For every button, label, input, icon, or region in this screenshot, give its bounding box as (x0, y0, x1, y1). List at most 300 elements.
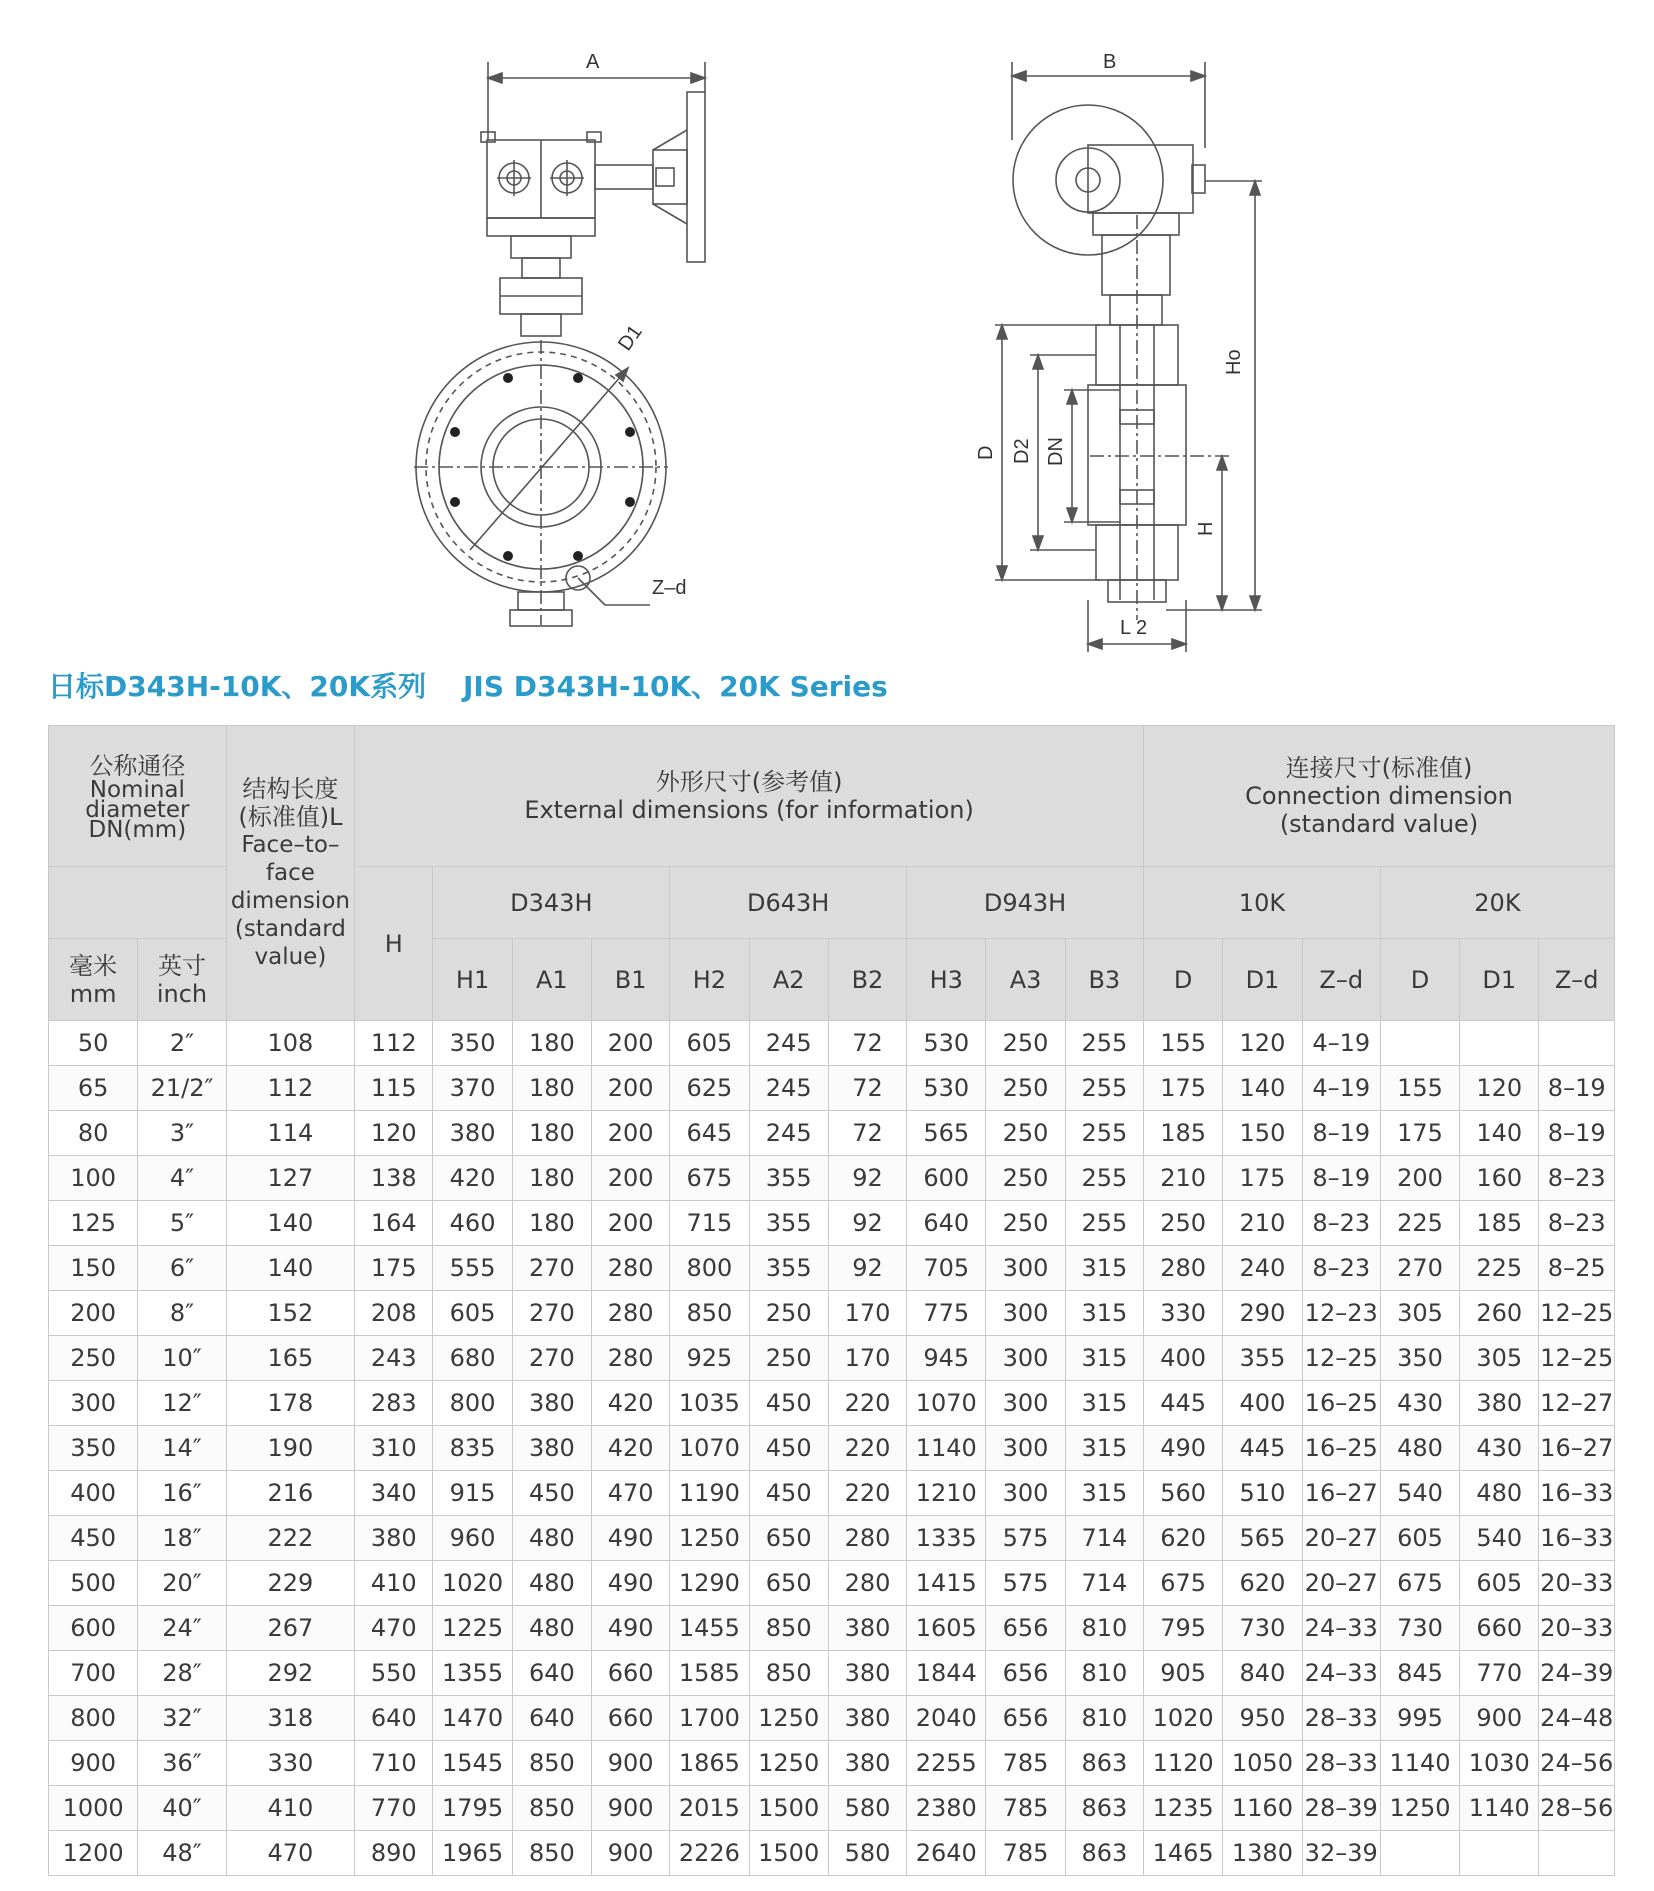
table-cell: 560 (1144, 1471, 1223, 1516)
table-cell: 140 (1223, 1066, 1302, 1111)
dim-label-D2: D2 (1011, 438, 1033, 464)
table-cell: 350 (1380, 1336, 1459, 1381)
table-cell: 480 (512, 1516, 591, 1561)
table-cell: 1470 (433, 1696, 512, 1741)
table-cell: 1210 (907, 1471, 986, 1516)
table-cell: 280 (828, 1516, 906, 1561)
table-cell: 155 (1380, 1066, 1459, 1111)
table-cell: 2015 (670, 1786, 749, 1831)
table-cell: 540 (1380, 1471, 1459, 1516)
table-cell: 208 (355, 1291, 433, 1336)
table-cell: 250 (986, 1066, 1065, 1111)
header-inch: 英寸 inch (138, 939, 226, 1021)
table-cell: 775 (907, 1291, 986, 1336)
table-cell: 255 (1065, 1021, 1143, 1066)
table-cell: 180 (512, 1066, 591, 1111)
table-cell: 175 (1223, 1156, 1302, 1201)
table-cell: 200 (591, 1066, 669, 1111)
table-cell: 16–27 (1539, 1426, 1615, 1471)
table-cell: 243 (355, 1336, 433, 1381)
table-cell: 350 (433, 1021, 512, 1066)
table-cell: 16–25 (1302, 1381, 1380, 1426)
table-cell: 380 (828, 1606, 906, 1651)
table-cell: 32–39 (1302, 1831, 1380, 1876)
table-cell: 400 (49, 1471, 138, 1516)
table-cell: 100 (49, 1156, 138, 1201)
table-cell: 12″ (138, 1381, 226, 1426)
table-cell: 138 (355, 1156, 433, 1201)
table-cell: 1415 (907, 1561, 986, 1606)
table-cell: 1865 (670, 1741, 749, 1786)
table-cell: 210 (1144, 1156, 1223, 1201)
table-cell: 450 (749, 1471, 828, 1516)
table-cell: 32″ (138, 1696, 226, 1741)
table-cell: 1020 (433, 1561, 512, 1606)
table-cell: 16–33 (1539, 1471, 1615, 1516)
table-cell: 845 (1380, 1651, 1459, 1696)
table-cell: 20–33 (1539, 1561, 1615, 1606)
table-cell: 40″ (138, 1786, 226, 1831)
table-cell: 490 (1144, 1426, 1223, 1471)
table-cell: 180 (512, 1156, 591, 1201)
table-cell: 540 (1460, 1516, 1539, 1561)
table-cell: 850 (749, 1651, 828, 1696)
table-cell: 530 (907, 1021, 986, 1066)
table-cell: 112 (226, 1066, 354, 1111)
table-row (49, 1381, 1615, 1426)
table-cell: 430 (1380, 1381, 1459, 1426)
dim-label-L2: L 2 (1120, 617, 1148, 639)
table-cell: 152 (226, 1291, 354, 1336)
table-cell: 355 (749, 1246, 828, 1291)
table-cell: 315 (1065, 1426, 1143, 1471)
table-cell: 470 (591, 1471, 669, 1516)
table-cell: 180 (512, 1201, 591, 1246)
table-cell: 450 (49, 1516, 138, 1561)
table-cell: 645 (670, 1111, 749, 1156)
table-cell: 995 (1380, 1696, 1459, 1741)
table-cell: 710 (355, 1741, 433, 1786)
table-cell: 260 (1460, 1291, 1539, 1336)
dim-label-D: D (975, 445, 997, 460)
table-cell: 1545 (433, 1741, 512, 1786)
table-cell: 730 (1380, 1606, 1459, 1651)
table-cell: 155 (1144, 1021, 1223, 1066)
table-cell: 14″ (138, 1426, 226, 1471)
table-cell: 1465 (1144, 1831, 1223, 1876)
table-cell: 250 (986, 1021, 1065, 1066)
valve-drawing-svg (0, 0, 1654, 680)
table-cell: 250 (749, 1336, 828, 1381)
dim-label-D1: D1 (614, 321, 647, 355)
table-cell: 200 (591, 1156, 669, 1201)
table-cell: 680 (433, 1336, 512, 1381)
table-cell: 300 (986, 1381, 1065, 1426)
table-cell: 18″ (138, 1516, 226, 1561)
table-cell: 810 (1065, 1606, 1143, 1651)
table-cell: 185 (1460, 1201, 1539, 1246)
table-cell: 315 (1065, 1291, 1143, 1336)
table-cell: 8–25 (1539, 1246, 1615, 1291)
header-nominal-spacer (49, 867, 227, 939)
table-cell: 400 (1223, 1381, 1302, 1426)
table-cell: 4–19 (1302, 1021, 1380, 1066)
table-cell (1380, 1021, 1459, 1066)
table-cell: 900 (591, 1831, 669, 1876)
table-cell: 656 (986, 1651, 1065, 1696)
header-group-d343h: D343H (433, 867, 670, 939)
table-cell: 380 (828, 1696, 906, 1741)
table-cell: 1380 (1223, 1831, 1302, 1876)
header-face-to-face: 结构长度 (标准值)L Face–to– face dimension (standard value) (226, 726, 354, 1021)
dim-label-B: B (1103, 51, 1117, 73)
table-cell: 92 (828, 1156, 906, 1201)
table-cell: 660 (1460, 1606, 1539, 1651)
table-cell: 300 (986, 1291, 1065, 1336)
header-group-10k: 10K (1144, 867, 1381, 939)
table-cell: 380 (355, 1516, 433, 1561)
table-cell: 28–33 (1302, 1696, 1380, 1741)
table-cell: 150 (49, 1246, 138, 1291)
table-cell: 340 (355, 1471, 433, 1516)
table-cell: 315 (1065, 1246, 1143, 1291)
table-cell: 255 (1065, 1111, 1143, 1156)
table-cell: 280 (591, 1246, 669, 1291)
table-cell: 48″ (138, 1831, 226, 1876)
table-cell: 310 (355, 1426, 433, 1471)
header-sub-20k-D: D (1380, 939, 1459, 1021)
table-cell: 250 (49, 1336, 138, 1381)
table-cell: 8–23 (1539, 1156, 1615, 1201)
table-cell: 675 (1144, 1561, 1223, 1606)
table-cell: 600 (49, 1606, 138, 1651)
table-cell: 200 (1380, 1156, 1459, 1201)
table-cell: 945 (907, 1336, 986, 1381)
table-cell: 863 (1065, 1741, 1143, 1786)
table-cell: 315 (1065, 1471, 1143, 1516)
table-cell: 835 (433, 1426, 512, 1471)
header-sub-20k-Zd: Z–d (1539, 939, 1615, 1021)
table-cell: 850 (670, 1291, 749, 1336)
table-cell: 640 (512, 1696, 591, 1741)
table-cell: 800 (49, 1696, 138, 1741)
table-cell: 16–25 (1302, 1426, 1380, 1471)
table-row (49, 1696, 1615, 1741)
table-cell: 580 (828, 1831, 906, 1876)
table-cell: 280 (591, 1336, 669, 1381)
table-cell: 785 (986, 1831, 1065, 1876)
header-sub-10k-D1: D1 (1223, 939, 1302, 1021)
series-title (48, 655, 1608, 705)
table-cell: 175 (1380, 1111, 1459, 1156)
side-view (995, 62, 1262, 652)
table-cell: 2040 (907, 1696, 986, 1741)
table-cell: 170 (828, 1291, 906, 1336)
table-cell: 1140 (1460, 1786, 1539, 1831)
table-cell: 850 (512, 1741, 591, 1786)
table-cell: 470 (355, 1606, 433, 1651)
table-cell: 620 (1144, 1516, 1223, 1561)
table-cell: 120 (1223, 1021, 1302, 1066)
table-cell: 490 (591, 1561, 669, 1606)
table-cell: 10″ (138, 1336, 226, 1381)
table-cell: 490 (591, 1516, 669, 1561)
table-cell: 140 (226, 1201, 354, 1246)
table-cell: 220 (828, 1381, 906, 1426)
table-cell (1539, 1831, 1615, 1876)
table-cell: 16″ (138, 1471, 226, 1516)
table-cell: 2″ (138, 1021, 226, 1066)
series-title-en: JIS D343H-10K、20K Series (463, 670, 888, 703)
table-cell: 450 (749, 1426, 828, 1471)
table-row (49, 1066, 1615, 1111)
table-cell: 24–39 (1539, 1651, 1615, 1696)
table-cell: 1035 (670, 1381, 749, 1426)
table-cell: 245 (749, 1021, 828, 1066)
table-cell (1380, 1831, 1459, 1876)
table-cell: 1250 (749, 1741, 828, 1786)
header-sub-H1: H1 (433, 939, 512, 1021)
table-cell: 1190 (670, 1471, 749, 1516)
header-sub-H3: H3 (907, 939, 986, 1021)
table-cell: 1500 (749, 1786, 828, 1831)
table-row (49, 1291, 1615, 1336)
table-cell: 840 (1223, 1651, 1302, 1696)
table-cell: 450 (749, 1381, 828, 1426)
table-cell: 640 (512, 1651, 591, 1696)
table-cell: 2640 (907, 1831, 986, 1876)
table-cell: 1250 (670, 1516, 749, 1561)
dim-label-Zd: Z–d (652, 577, 687, 599)
table-cell: 450 (512, 1471, 591, 1516)
table-cell: 380 (512, 1426, 591, 1471)
table-cell: 1020 (1144, 1696, 1223, 1741)
table-cell: 1070 (670, 1426, 749, 1471)
table-cell: 1140 (907, 1426, 986, 1471)
table-cell: 270 (512, 1336, 591, 1381)
table-cell: 250 (749, 1291, 828, 1336)
header-external-dimensions: 外形尺寸(参考值) External dimensions (for information) (355, 726, 1144, 867)
table-cell: 229 (226, 1561, 354, 1606)
table-row (49, 1426, 1615, 1471)
table-cell: 170 (828, 1336, 906, 1381)
table-cell: 8–19 (1302, 1156, 1380, 1201)
table-cell: 8–23 (1302, 1201, 1380, 1246)
table-cell: 675 (1380, 1561, 1459, 1606)
header-sub-10k-Zd: Z–d (1302, 939, 1380, 1021)
table-cell: 420 (433, 1156, 512, 1201)
table-cell: 1500 (749, 1831, 828, 1876)
table-cell: 650 (749, 1561, 828, 1606)
table-cell: 714 (1065, 1561, 1143, 1606)
table-cell: 175 (1144, 1066, 1223, 1111)
table-cell: 925 (670, 1336, 749, 1381)
front-view (414, 62, 705, 626)
dim-label-A: A (586, 51, 600, 73)
table-cell: 600 (907, 1156, 986, 1201)
table-cell: 530 (907, 1066, 986, 1111)
table-cell: 1000 (49, 1786, 138, 1831)
table-cell: 675 (670, 1156, 749, 1201)
table-cell: 1700 (670, 1696, 749, 1741)
table-cell: 300 (986, 1471, 1065, 1516)
table-cell: 200 (49, 1291, 138, 1336)
table-cell: 445 (1144, 1381, 1223, 1426)
table-cell: 255 (1065, 1201, 1143, 1246)
table-cell: 330 (226, 1741, 354, 1786)
table-cell: 245 (749, 1111, 828, 1156)
table-cell: 65 (49, 1066, 138, 1111)
table-cell: 120 (1460, 1066, 1539, 1111)
table-cell: 445 (1223, 1426, 1302, 1471)
table-cell: 80 (49, 1111, 138, 1156)
table-cell: 140 (1460, 1111, 1539, 1156)
table-cell: 1290 (670, 1561, 749, 1606)
table-cell: 240 (1223, 1246, 1302, 1291)
table-cell: 565 (1223, 1516, 1302, 1561)
table-cell: 250 (986, 1156, 1065, 1201)
table-cell: 28–56 (1539, 1786, 1615, 1831)
table-cell: 380 (828, 1741, 906, 1786)
table-cell: 550 (355, 1651, 433, 1696)
table-cell: 605 (433, 1291, 512, 1336)
table-cell: 715 (670, 1201, 749, 1246)
table-cell: 108 (226, 1021, 354, 1066)
table-cell: 900 (49, 1741, 138, 1786)
table-cell: 280 (828, 1561, 906, 1606)
table-cell: 72 (828, 1066, 906, 1111)
table-cell: 890 (355, 1831, 433, 1876)
table-cell: 380 (433, 1111, 512, 1156)
table-cell: 2255 (907, 1741, 986, 1786)
table-cell: 150 (1223, 1111, 1302, 1156)
table-cell: 8–19 (1539, 1066, 1615, 1111)
table-cell: 355 (1223, 1336, 1302, 1381)
table-cell: 92 (828, 1246, 906, 1291)
table-cell: 400 (1144, 1336, 1223, 1381)
table-cell: 8–19 (1539, 1111, 1615, 1156)
table-row (49, 1471, 1615, 1516)
table-cell: 220 (828, 1426, 906, 1471)
table-cell: 160 (1460, 1156, 1539, 1201)
table-cell (1460, 1021, 1539, 1066)
table-cell (1460, 1831, 1539, 1876)
table-cell: 1200 (49, 1831, 138, 1876)
table-cell: 470 (226, 1831, 354, 1876)
table-cell: 112 (355, 1021, 433, 1066)
table-cell: 900 (591, 1786, 669, 1831)
table-cell: 12–25 (1539, 1291, 1615, 1336)
table-row (49, 1336, 1615, 1381)
table-cell: 660 (591, 1696, 669, 1741)
table-cell: 800 (670, 1246, 749, 1291)
table-cell: 5″ (138, 1201, 226, 1246)
table-cell: 250 (986, 1111, 1065, 1156)
dimension-table (48, 725, 1615, 1876)
table-cell: 20–27 (1302, 1561, 1380, 1606)
table-cell: 620 (1223, 1561, 1302, 1606)
table-cell: 420 (591, 1426, 669, 1471)
table-cell: 12–23 (1302, 1291, 1380, 1336)
table-row (49, 1516, 1615, 1561)
table-cell: 12–25 (1302, 1336, 1380, 1381)
table-cell: 1225 (433, 1606, 512, 1651)
table-cell: 355 (749, 1201, 828, 1246)
header-sub-A3: A3 (986, 939, 1065, 1021)
table-cell: 180 (512, 1111, 591, 1156)
table-cell: 480 (512, 1561, 591, 1606)
table-cell: 500 (49, 1561, 138, 1606)
table-cell: 355 (749, 1156, 828, 1201)
table-cell: 380 (1460, 1381, 1539, 1426)
header-group-d943h: D943H (907, 867, 1144, 939)
table-cell: 72 (828, 1021, 906, 1066)
table-cell: 1355 (433, 1651, 512, 1696)
header-nominal-diameter: 公称通径 Nominal diameter DN(mm) (49, 726, 227, 867)
table-row (49, 1786, 1615, 1831)
table-cell: 1335 (907, 1516, 986, 1561)
table-cell: 300 (986, 1426, 1065, 1471)
table-cell: 225 (1460, 1246, 1539, 1291)
header-H: H (355, 867, 433, 1021)
table-cell: 785 (986, 1786, 1065, 1831)
header-group-d643h: D643H (670, 867, 907, 939)
table-cell: 850 (749, 1606, 828, 1651)
header-sub-B1: B1 (591, 939, 669, 1021)
table-row (49, 1021, 1615, 1066)
header-sub-20k-D1: D1 (1460, 939, 1539, 1021)
valve-drawings (0, 0, 1654, 680)
table-row (49, 1741, 1615, 1786)
table-cell: 810 (1065, 1651, 1143, 1696)
table-row (49, 1201, 1615, 1246)
table-cell: 300 (49, 1381, 138, 1426)
table-cell: 290 (1223, 1291, 1302, 1336)
table-cell: 12–27 (1539, 1381, 1615, 1426)
table-cell: 200 (591, 1201, 669, 1246)
table-cell: 2226 (670, 1831, 749, 1876)
table-cell: 114 (226, 1111, 354, 1156)
table-cell: 280 (1144, 1246, 1223, 1291)
table-cell: 1235 (1144, 1786, 1223, 1831)
table-cell: 900 (1460, 1696, 1539, 1741)
table-cell: 200 (591, 1021, 669, 1066)
table-cell: 270 (512, 1246, 591, 1291)
table-cell: 430 (1460, 1426, 1539, 1471)
table-cell: 250 (986, 1201, 1065, 1246)
table-cell: 28″ (138, 1651, 226, 1696)
table-cell: 605 (1380, 1516, 1459, 1561)
table-row (49, 1831, 1615, 1876)
table-cell: 92 (828, 1201, 906, 1246)
table-cell: 16–27 (1302, 1471, 1380, 1516)
table-cell: 795 (1144, 1606, 1223, 1651)
table-cell: 510 (1223, 1471, 1302, 1516)
table-cell: 28–39 (1302, 1786, 1380, 1831)
table-cell: 8–19 (1302, 1111, 1380, 1156)
table-cell: 705 (907, 1246, 986, 1291)
table-cell: 222 (226, 1516, 354, 1561)
table-cell: 125 (49, 1201, 138, 1246)
table-cell: 305 (1460, 1336, 1539, 1381)
table-cell: 270 (1380, 1246, 1459, 1291)
header-mm: 毫米 mm (49, 939, 138, 1021)
table-cell: 1605 (907, 1606, 986, 1651)
table-cell: 72 (828, 1111, 906, 1156)
table-cell: 810 (1065, 1696, 1143, 1741)
table-cell: 800 (433, 1381, 512, 1426)
dim-label-DN: DN (1045, 437, 1067, 466)
